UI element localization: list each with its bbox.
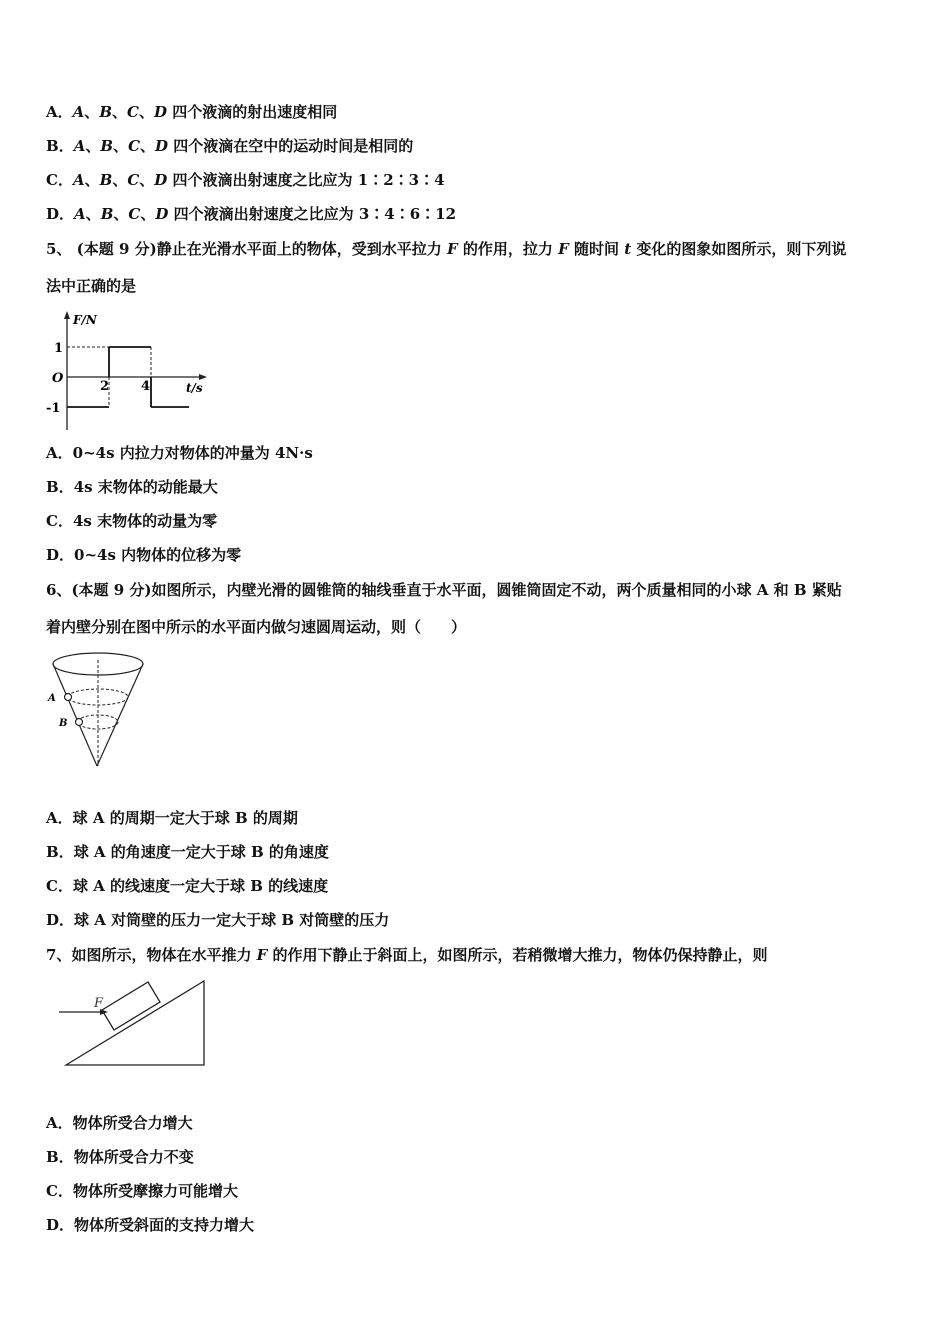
label-a: A xyxy=(48,693,56,704)
q6-option-d: D．球 A 对筒壁的压力一定大于球 B 对筒壁的压力 xyxy=(46,911,390,929)
q4-option-d: D．A、B、C、D 四个液滴出射速度之比应为 3∶4∶6∶12 xyxy=(46,205,457,223)
x-axis-arrow xyxy=(199,374,207,380)
q6-stem-line-1: 6、(本题 9 分)如图所示，内壁光滑的圆锥筒的轴线垂直于水平面，圆锥筒固定不动，两个质量相同的小球 A 和 B 紧贴 xyxy=(46,581,842,599)
q5-option-d: D．0~4s 内物体的位移为零 xyxy=(46,546,242,564)
force-label: F xyxy=(94,996,104,1011)
q7-option-d: D．物体所受斜面的支持力增大 xyxy=(46,1216,255,1234)
x-tick-2: 2 xyxy=(100,379,110,394)
q7-incline-figure xyxy=(54,976,214,1070)
q5-option-c: C．4s 末物体的动量为零 xyxy=(46,512,218,530)
q7-stem: 7、如图所示，物体在水平推力 F 的作用下静止于斜面上，如图所示，若稍微增大推力，物体仍保持静止，则 xyxy=(46,946,768,964)
q5-option-b: B．4s 末物体的动能最大 xyxy=(46,478,218,496)
q7-option-b: B．物体所受合力不变 xyxy=(46,1148,194,1166)
label-b: B xyxy=(59,718,68,729)
q4-option-b: B．A、B、C、D 四个液滴在空中的运动时间是相同的 xyxy=(46,137,414,155)
y-axis-arrow xyxy=(64,311,70,319)
q5-option-a: A．0~4s 内拉力对物体的冲量为 4N·s xyxy=(46,444,313,462)
q6-cone-figure xyxy=(44,648,154,772)
x-axis-label: t/s xyxy=(186,381,203,395)
q5-stem-line-1: 5、 (本题 9 分)静止在光滑水平面上的物体，受到水平拉力 F 的作用，拉力 F 随时间 t 变化的图象如图所示，则下列说 xyxy=(46,240,847,258)
cone-left-wall xyxy=(53,664,97,766)
q7-option-c: C．物体所受摩擦力可能增大 xyxy=(46,1182,238,1200)
q4-option-a: A．A、B、C、D 四个液滴的射出速度相同 xyxy=(46,103,338,121)
y-tick-1: 1 xyxy=(54,341,64,356)
q6-option-a: A．球 A 的周期一定大于球 B 的周期 xyxy=(46,809,298,827)
ball-a xyxy=(65,694,72,701)
y-axis-label: F/N xyxy=(73,313,97,327)
q5-force-time-graph xyxy=(40,306,215,434)
q7-option-a: A．物体所受合力增大 xyxy=(46,1114,193,1132)
ball-b xyxy=(76,719,83,726)
q6-option-b: B．球 A 的角速度一定大于球 B 的角速度 xyxy=(46,843,329,861)
block xyxy=(102,982,160,1030)
q5-stem-line-2: 法中正确的是 xyxy=(46,277,137,295)
x-tick-4: 4 xyxy=(141,379,151,394)
q6-option-c: C．球 A 的线速度一定大于球 B 的线速度 xyxy=(46,877,329,895)
q4-option-c: C．A、B、C、D 四个液滴出射速度之比应为 1∶2∶3∶4 xyxy=(46,171,445,189)
q6-stem-line-2: 着内壁分别在图中所示的水平面内做匀速圆周运动，则（ ） xyxy=(46,618,467,636)
origin-label: O xyxy=(52,371,64,386)
y-tick-neg1: -1 xyxy=(46,401,61,416)
